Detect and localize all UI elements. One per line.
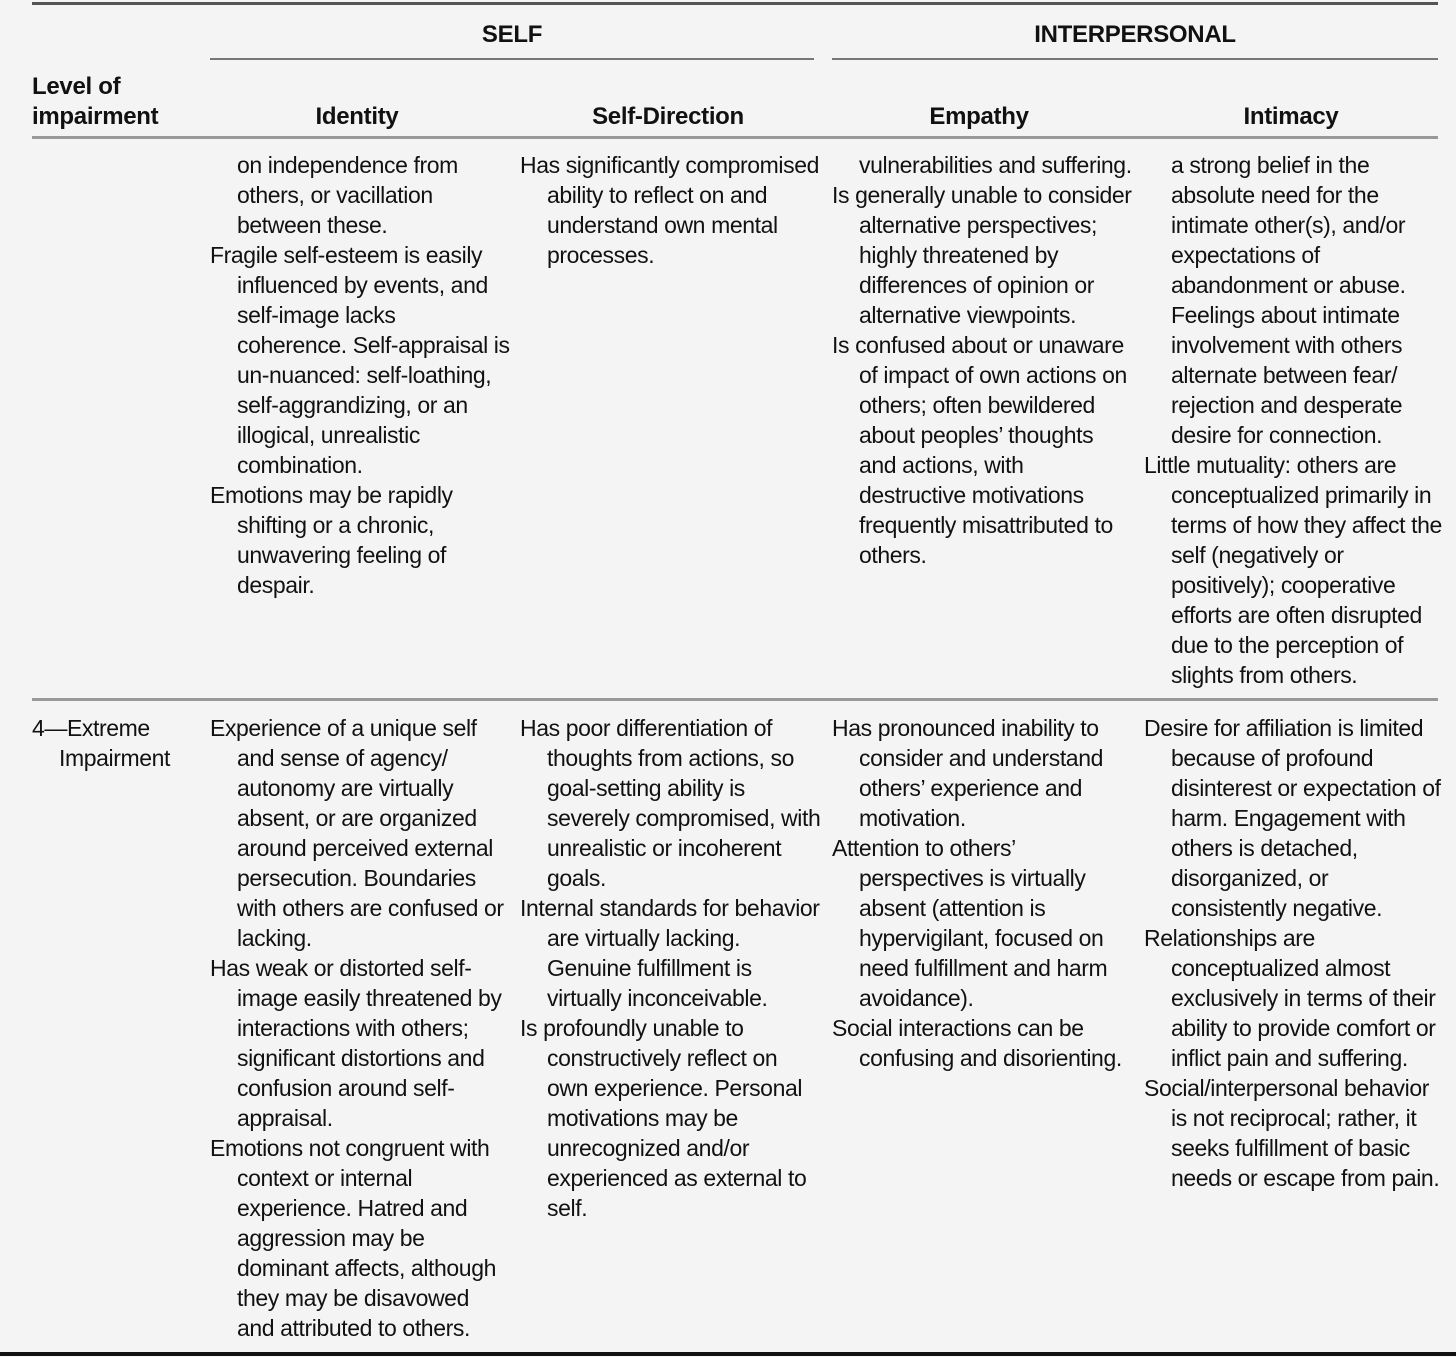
intimacy-cell [1144,713,1444,1193]
self-group-rule [210,58,814,60]
cell-text-item: Has pronounced inability to consider and understand others’ experience and motivation. [832,715,1103,831]
cell-text-item: Has weak or distorted self-image easily threatened by interactions with others; significant distortions and confusion around self-appraisal. [210,955,502,1131]
cell-text-item: Is profoundly unable to constructively reflect on own experience. Personal motivations may be unrecognized and/or experienced as external to self. [520,1015,807,1221]
cell-text-item: Emotions may be rapidly shifting or a chronic, unwavering feeling of despair. [210,482,453,598]
identity-cell [210,150,510,600]
cell-text-item: Desire for affiliation is limited because of profound disinterest or expectation of harm. Engagement with others is detached, disorganized, or consistently negative. [1144,715,1441,921]
level-header-line1: Level of [32,73,121,100]
cell-text-item: Has significantly compromised ability to reflect on and understand own mental processes. [520,152,820,268]
cell-text-item: Little mutuality: others are conceptualized primarily in terms of how they affect the self (negatively or positively); cooperative efforts are often disrupted due to the perception of slights from others. [1144,452,1442,688]
cell-text-item: Social interactions can be confusing and disorienting. [832,1015,1122,1071]
column-header-intimacy: Intimacy [1243,103,1339,130]
cell-text-item: Emotions not congruent with context or internal experience. Hatred and aggression may be dominant affects, although they may be disavowed and attributed to others. [210,1135,496,1341]
cell-text-continued: vulnerabilities and suffering. [859,152,1132,178]
intimacy-cell [1144,150,1444,690]
table-top-rule [32,2,1438,5]
cell-text-continued: a strong belief in the absolute need for the intimate other(s), and/or expectations of abandonment or abuse. Feelings about intimate involvement with others alternate between fear/ rejection and desperate desire for connection. [1171,152,1406,448]
level-cell-extreme [32,713,202,773]
empathy-cell [832,150,1136,570]
cell-text-item: Experience of a unique self and sense of agency/ autonomy are virtually absent, or are organized around perceived external persecution. Boundaries with others are confused or lacking. [210,715,504,951]
table-bottom-rule [0,1352,1456,1356]
identity-cell [210,713,510,1343]
column-header-self-direction: Self-Direction [592,103,744,130]
column-header-empathy: Empathy [929,103,1029,130]
column-header-identity: Identity [315,103,399,130]
cell-text-item: Attention to others’ perspectives is virtually absent (attention is hypervigilant, focused on need fulfillment and harm avoidance). [832,835,1108,1011]
cell-text-item: Relationships are conceptualized almost exclusively in terms of their ability to provide comfort or inflict pain and suffering. [1144,925,1436,1071]
level-header-line2: impairment [32,103,159,130]
group-header-interpersonal: INTERPERSONAL [1034,21,1236,48]
cell-text-item: Social/interpersonal behavior is not reciprocal; rather, it seeks fulfillment of basic needs or escape from pain. [1144,1075,1440,1191]
level-of-impairment-header [32,72,158,132]
cell-text-item: Is confused about or unaware of impact of own actions on others; often bewildered about peoples’ thoughts and actions, with destructive motivations frequently misattributed to others. [832,332,1127,568]
cell-text-continued: on independence from others, or vacillation between these. [237,152,458,238]
cell-text-item: Fragile self-esteem is easily influenced by events, and self-image lacks coherence. Self-appraisal is un-nuanced: self-loathing, self-aggrandizing, or an illogical, unrealistic combination. [210,242,510,478]
cell-text-item: Has poor differentiation of thoughts from actions, so goal-setting ability is severely compromised, with unrealistic or incoherent goals. [520,715,821,891]
self-direction-cell [520,150,824,270]
interpersonal-group-rule [832,58,1438,60]
header-rule [32,136,1438,139]
row-divider-rule [32,698,1438,701]
cell-text-item: Is generally unable to consider alternative perspectives; highly threatened by differences of opinion or alternative viewpoints. [832,182,1132,328]
self-direction-cell [520,713,824,1223]
level-label: 4—Extreme Impairment [32,715,171,771]
group-header-self: SELF [481,21,543,48]
empathy-cell [832,713,1136,1073]
cell-text-item: Internal standards for behavior are virtually lacking. Genuine fulfillment is virtually inconceivable. [520,895,820,1011]
